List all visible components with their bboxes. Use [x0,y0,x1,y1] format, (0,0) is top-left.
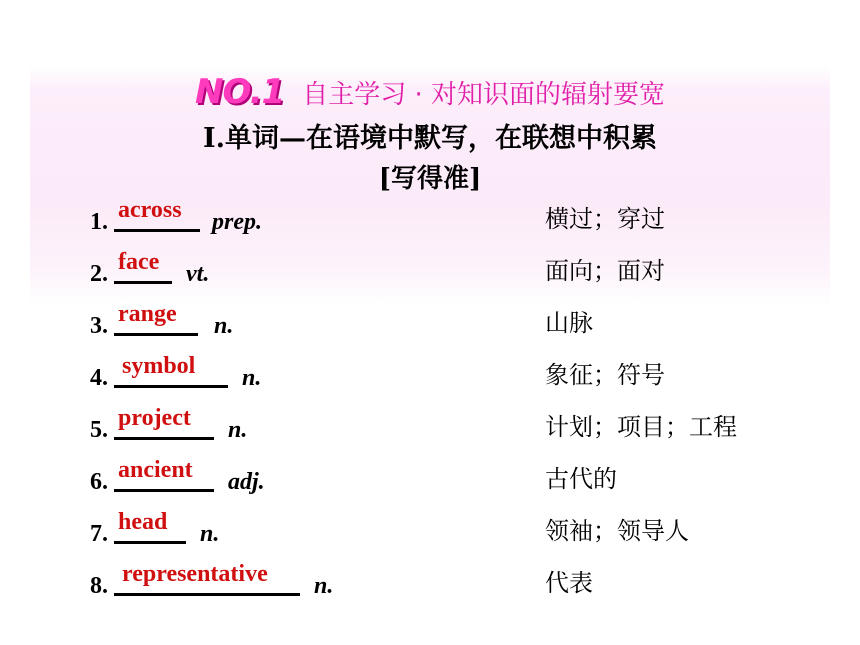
item-number: 4. [90,365,108,391]
part-of-speech: n. [214,313,234,339]
part-of-speech: n. [242,365,262,391]
word-meaning: 领袖；领导人 [545,517,689,545]
word-meaning: 横过；穿过 [545,205,665,233]
answer-word: head [118,509,168,535]
word-meaning: 古代的 [545,465,617,493]
part-of-speech: n. [314,573,334,599]
answer-blank [114,280,172,284]
word-meaning: 面向；面对 [545,257,665,285]
part-of-speech: n. [200,521,220,547]
part-of-speech: n. [228,417,248,443]
no-label: NO.1 [195,72,285,112]
item-number: 2. [90,261,108,287]
answer-word: range [118,301,177,327]
part-of-speech: prep. [212,209,262,235]
answer-word: face [118,249,160,275]
word-meaning: 计划；项目；工程 [545,413,737,441]
answer-word: across [118,197,182,223]
answer-word: ancient [118,457,193,483]
answer-blank [114,540,186,544]
header-subtitle: 自主学习 · 对知识面的辐射要宽 [302,79,665,110]
answer-blank [114,592,300,596]
word-meaning: 山脉 [545,309,593,337]
item-number: 6. [90,469,108,495]
answer-blank [114,488,214,492]
answer-blank [114,332,198,336]
list-item [90,248,810,288]
list-item [90,196,810,236]
answer-blank [114,436,214,440]
item-number: 3. [90,313,108,339]
list-item [90,508,810,548]
list-item [90,404,810,444]
part-of-speech: vt. [186,261,210,287]
part-of-speech: adj. [228,469,265,495]
item-number: 1. [90,209,108,235]
lesson-header [0,70,860,114]
word-meaning: 象征；符号 [545,361,665,389]
answer-word: symbol [122,353,196,379]
item-number: 5. [90,417,108,443]
item-number: 7. [90,521,108,547]
list-item [90,352,810,392]
answer-word: project [118,405,191,431]
answer-word: representative [122,561,268,587]
item-number: 8. [90,573,108,599]
section-subtitle: [写得准] [378,164,482,194]
section-title: Ⅰ.单词—在语境中默写，在联想中积累 [202,123,658,154]
answer-blank [114,384,228,388]
list-item [90,560,810,600]
list-item [90,456,810,496]
list-item [90,300,810,340]
answer-blank [114,228,200,232]
word-meaning: 代表 [545,569,593,597]
